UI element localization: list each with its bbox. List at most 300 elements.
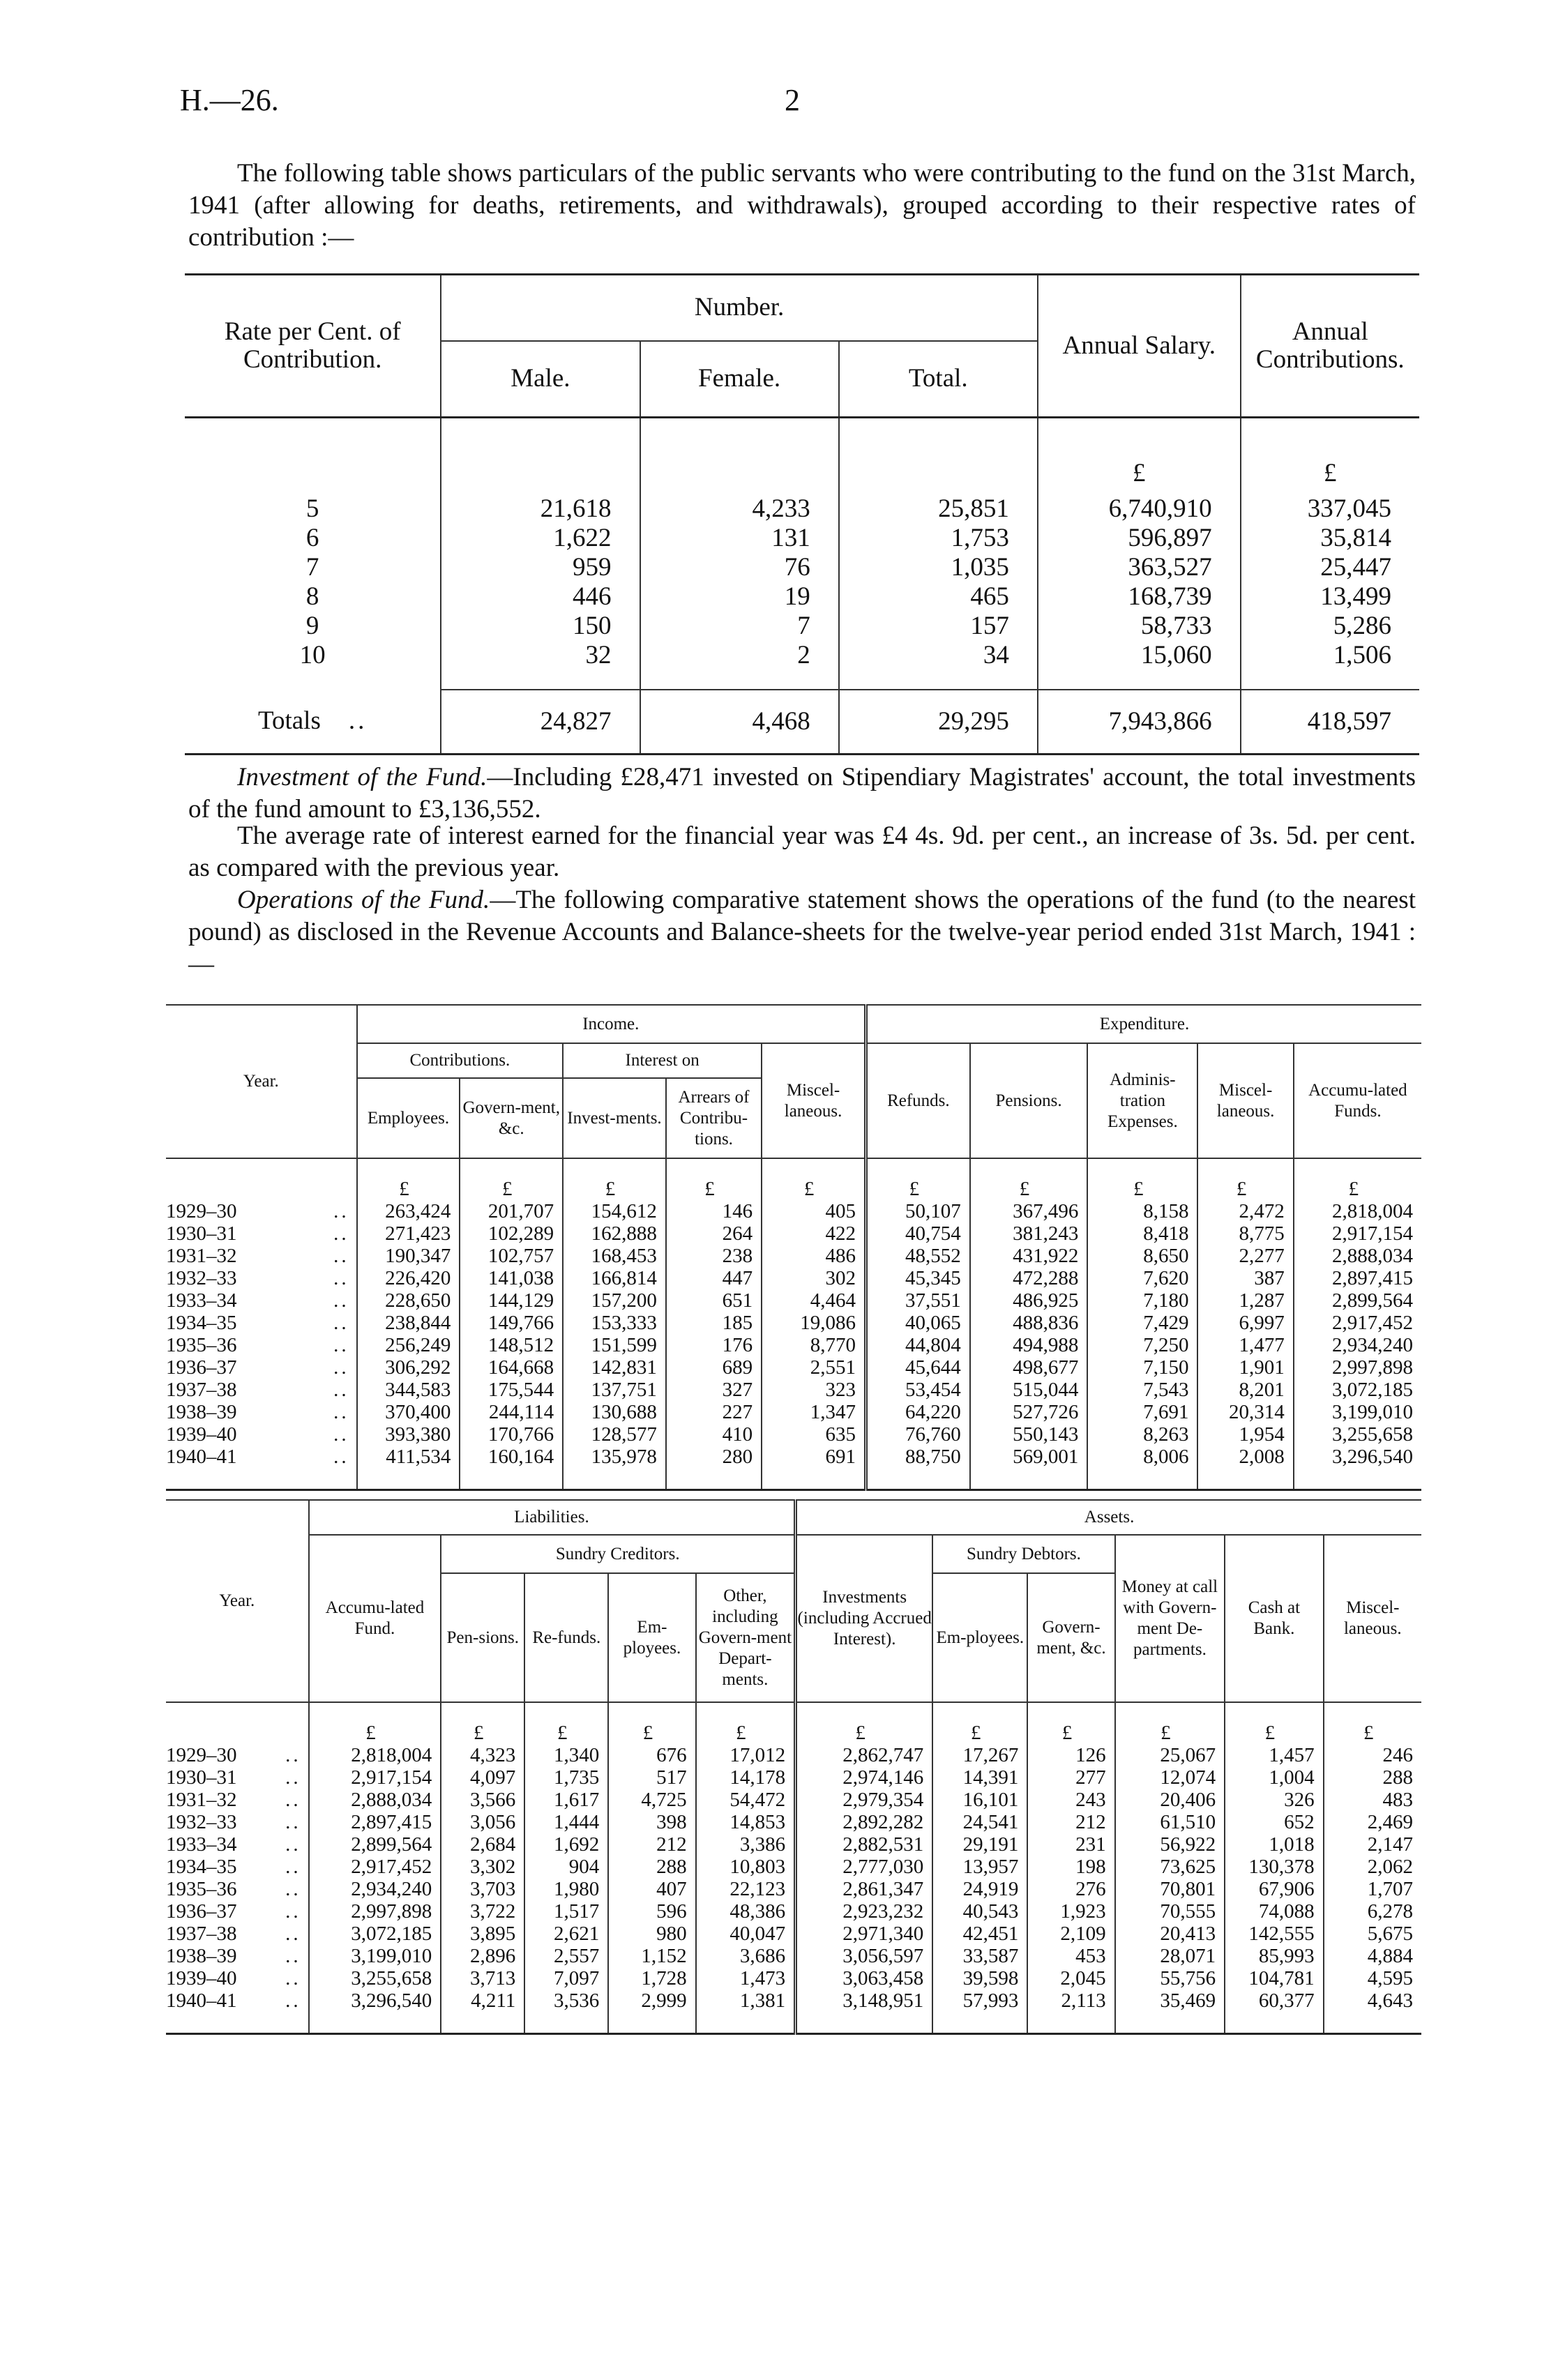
- employees-cell: 411,534: [357, 1446, 460, 1490]
- other-cell: 10,803: [696, 1856, 796, 1878]
- table-row: [166, 1222, 1421, 1245]
- refunds-cell: 64,220: [865, 1401, 969, 1423]
- employees-cell: 980: [608, 1923, 695, 1945]
- header-investments: Investments (including Accrued Interest).: [796, 1535, 933, 1702]
- header-debt-government: Govern-ment, &c.: [1027, 1573, 1114, 1702]
- misc-exp-cell: 2,277: [1197, 1245, 1293, 1267]
- accumulated-cell: 2,888,034: [1294, 1245, 1421, 1267]
- currency-symbol: £: [696, 1702, 796, 1744]
- year-cell: 1934–35 ..: [166, 1312, 349, 1334]
- misc-income-cell: 691: [762, 1446, 865, 1490]
- cash-cell: 60,377: [1225, 1989, 1323, 2034]
- employees-cell: 596: [608, 1900, 695, 1923]
- misc-cell: 288: [1324, 1766, 1421, 1789]
- cash-cell: 326: [1225, 1789, 1323, 1811]
- misc-cell: 246: [1324, 1744, 1421, 1766]
- refunds-cell: 44,804: [865, 1334, 969, 1356]
- header-accumulated: Accumu-lated Funds.: [1294, 1043, 1421, 1158]
- header-expenditure: Expenditure.: [865, 1005, 1421, 1043]
- admin-cell: 8,418: [1087, 1222, 1197, 1245]
- currency-symbol: £: [762, 1158, 865, 1200]
- cash-cell: 130,378: [1225, 1856, 1323, 1878]
- year-cell: 1933–34 ..: [166, 1289, 349, 1312]
- money-at-call-cell: 35,469: [1115, 1989, 1225, 2034]
- debt-employees-cell: 57,993: [932, 1989, 1027, 2034]
- pensions-cell: 4,211: [441, 1989, 524, 2034]
- header-misc-income: Miscel-laneous.: [762, 1043, 865, 1158]
- misc-exp-cell: 2,472: [1197, 1200, 1293, 1222]
- currency-symbol: £: [1225, 1702, 1323, 1744]
- currency-symbol: £: [563, 1158, 666, 1200]
- other-cell: 48,386: [696, 1900, 796, 1923]
- employees-cell: 306,292: [357, 1356, 460, 1379]
- arrears-cell: 410: [666, 1423, 762, 1446]
- debt-government-cell: 2,113: [1027, 1989, 1114, 2034]
- employees-cell: 226,420: [357, 1267, 460, 1289]
- employees-cell: 271,423: [357, 1222, 460, 1245]
- pensions-cell: 550,143: [970, 1423, 1088, 1446]
- refunds-cell: 1,692: [524, 1833, 608, 1856]
- accumulated-cell: 2,997,898: [1294, 1356, 1421, 1379]
- pensions-cell: 3,722: [441, 1900, 524, 1923]
- pensions-cell: 2,684: [441, 1833, 524, 1856]
- investments-cell: 154,612: [563, 1200, 666, 1222]
- accumulated-cell: 3,199,010: [1294, 1401, 1421, 1423]
- accumulated-cell: 2,917,452: [309, 1856, 441, 1878]
- misc-income-cell: 2,551: [762, 1356, 865, 1379]
- year-cell: 1938–39 ..: [166, 1945, 301, 1967]
- refunds-cell: 2,557: [524, 1945, 608, 1967]
- header-debt-employees: Em-ployees.: [932, 1573, 1027, 1702]
- accumulated-cell: 2,934,240: [1294, 1334, 1421, 1356]
- accumulated-cell: 3,072,185: [309, 1923, 441, 1945]
- currency-symbol: £: [796, 1702, 933, 1744]
- employees-cell: 344,583: [357, 1379, 460, 1401]
- money-at-call-cell: 70,801: [1115, 1878, 1225, 1900]
- pensions-cell: 472,288: [970, 1267, 1088, 1289]
- refunds-cell: 1,340: [524, 1744, 608, 1766]
- revenue-table: [166, 1004, 1421, 1491]
- operations-heading: Operations of the Fund.: [237, 886, 490, 914]
- misc-exp-cell: 1,477: [1197, 1334, 1293, 1356]
- misc-income-cell: 1,347: [762, 1401, 865, 1423]
- refunds-cell: 1,980: [524, 1878, 608, 1900]
- investments-cell: 3,148,951: [796, 1989, 933, 2034]
- accumulated-cell: 3,255,658: [1294, 1423, 1421, 1446]
- other-cell: 22,123: [696, 1878, 796, 1900]
- pensions-cell: 4,097: [441, 1766, 524, 1789]
- pensions-cell: 3,566: [441, 1789, 524, 1811]
- other-cell: 1,473: [696, 1967, 796, 1989]
- accumulated-cell: 2,997,898: [309, 1900, 441, 1923]
- employees-cell: 393,380: [357, 1423, 460, 1446]
- employees-cell: 407: [608, 1878, 695, 1900]
- investments-cell: 153,333: [563, 1312, 666, 1334]
- employees-cell: 238,844: [357, 1312, 460, 1334]
- other-cell: 40,047: [696, 1923, 796, 1945]
- misc-cell: 2,062: [1324, 1856, 1421, 1878]
- year-cell: 1932–33 ..: [166, 1811, 301, 1833]
- government-cell: 149,766: [460, 1312, 563, 1334]
- misc-income-cell: 302: [762, 1267, 865, 1289]
- table-row: [166, 1744, 1421, 1766]
- arrears-cell: 238: [666, 1245, 762, 1267]
- operations-paragraph: Operations of the Fund.—The following comparative statement shows the operations of the fund (to the nearest pound) as disclosed in the Revenue Accounts and Balance-sheets for the twelve-year period ended 31st March, 1941 :—: [188, 886, 1416, 978]
- header-total: Total.: [839, 341, 1038, 418]
- government-cell: 141,038: [460, 1267, 563, 1289]
- year-cell: 1930–31 ..: [166, 1766, 301, 1789]
- table-row: [166, 1267, 1421, 1289]
- employees-cell: 256,249: [357, 1334, 460, 1356]
- misc-exp-cell: 1,287: [1197, 1289, 1293, 1312]
- pensions-cell: 569,001: [970, 1446, 1088, 1490]
- investments-cell: 2,861,347: [796, 1878, 933, 1900]
- government-cell: 160,164: [460, 1446, 563, 1490]
- debt-employees-cell: 14,391: [932, 1766, 1027, 1789]
- government-cell: 102,757: [460, 1245, 563, 1267]
- contributors-table: [185, 273, 1419, 755]
- accumulated-cell: 3,072,185: [1294, 1379, 1421, 1401]
- investments-cell: 2,777,030: [796, 1856, 933, 1878]
- debt-government-cell: 1,923: [1027, 1900, 1114, 1923]
- cash-cell: 104,781: [1225, 1967, 1323, 1989]
- investments-cell: 142,831: [563, 1356, 666, 1379]
- currency-symbol: £: [970, 1158, 1088, 1200]
- pensions-cell: 527,726: [970, 1401, 1088, 1423]
- header-income: Income.: [357, 1005, 866, 1043]
- table-row: [166, 1945, 1421, 1967]
- arrears-cell: 447: [666, 1267, 762, 1289]
- table-row: [166, 1423, 1421, 1446]
- accumulated-cell: 2,818,004: [309, 1744, 441, 1766]
- header-year: Year.: [166, 1500, 309, 1702]
- pensions-cell: 2,896: [441, 1945, 524, 1967]
- debt-government-cell: 277: [1027, 1766, 1114, 1789]
- government-cell: 144,129: [460, 1289, 563, 1312]
- misc-exp-cell: 8,775: [1197, 1222, 1293, 1245]
- currency-symbol: £: [932, 1702, 1027, 1744]
- currency-symbol: £: [1241, 418, 1419, 494]
- currency-symbol: £: [608, 1702, 695, 1744]
- cash-cell: 142,555: [1225, 1923, 1323, 1945]
- year-cell: 1932–33 ..: [166, 1267, 349, 1289]
- arrears-cell: 280: [666, 1446, 762, 1490]
- year-cell: 1931–32 ..: [166, 1789, 301, 1811]
- table-row: 8 446 19 465 168,739 13,499: [185, 582, 1419, 612]
- pensions-cell: 488,836: [970, 1312, 1088, 1334]
- currency-symbol: £: [1087, 1158, 1197, 1200]
- admin-cell: 8,263: [1087, 1423, 1197, 1446]
- table-row: [166, 1789, 1421, 1811]
- header-assets: Assets.: [796, 1500, 1421, 1535]
- misc-income-cell: 323: [762, 1379, 865, 1401]
- table-row: [166, 1967, 1421, 1989]
- investment-paragraph: Investment of the Fund.—Including £28,471 invested on Stipendiary Magistrates' account, the total investments of the fund amount to £3,136,552.: [188, 763, 1416, 824]
- debt-employees-cell: 29,191: [932, 1833, 1027, 1856]
- header-employees: Employees.: [357, 1078, 460, 1158]
- money-at-call-cell: 25,067: [1115, 1744, 1225, 1766]
- accumulated-cell: 2,888,034: [309, 1789, 441, 1811]
- header-refunds: Refunds.: [865, 1043, 969, 1158]
- misc-exp-cell: 8,201: [1197, 1379, 1293, 1401]
- other-cell: 1,381: [696, 1989, 796, 2034]
- investments-cell: 3,063,458: [796, 1967, 933, 1989]
- header-interest-on: Interest on: [563, 1043, 762, 1078]
- table-row: [166, 1312, 1421, 1334]
- refunds-cell: 1,517: [524, 1900, 608, 1923]
- currency-symbol: £: [1115, 1702, 1225, 1744]
- accumulated-cell: 3,255,658: [309, 1967, 441, 1989]
- currency-symbol: £: [1027, 1702, 1114, 1744]
- year-cell: 1935–36 ..: [166, 1334, 349, 1356]
- admin-cell: 8,650: [1087, 1245, 1197, 1267]
- accumulated-cell: 3,296,540: [309, 1989, 441, 2034]
- accumulated-cell: 2,899,564: [309, 1833, 441, 1856]
- currency-symbol: £: [460, 1158, 563, 1200]
- table-row: 9 150 7 157 58,733 5,286: [185, 612, 1419, 641]
- investments-cell: 166,814: [563, 1267, 666, 1289]
- misc-cell: 2,147: [1324, 1833, 1421, 1856]
- misc-cell: 4,643: [1324, 1989, 1421, 2034]
- accumulated-cell: 2,899,564: [1294, 1289, 1421, 1312]
- interest-paragraph: The average rate of interest earned for the financial year was £4 4s. 9d. per cent., an increase of 3s. 5d. per cent. as compared with the previous year.: [188, 821, 1416, 882]
- table-row: [166, 1923, 1421, 1945]
- currency-symbol: £: [524, 1702, 608, 1744]
- year-cell: 1938–39 ..: [166, 1401, 349, 1423]
- pensions-cell: 431,922: [970, 1245, 1088, 1267]
- pensions-cell: 494,988: [970, 1334, 1088, 1356]
- year-cell: 1939–40 ..: [166, 1967, 301, 1989]
- admin-cell: 7,180: [1087, 1289, 1197, 1312]
- arrears-cell: 264: [666, 1222, 762, 1245]
- cash-cell: 1,457: [1225, 1744, 1323, 1766]
- year-cell: 1929–30 ..: [166, 1744, 301, 1766]
- refunds-cell: 45,345: [865, 1267, 969, 1289]
- pensions-cell: 3,895: [441, 1923, 524, 1945]
- table-row: [166, 1900, 1421, 1923]
- money-at-call-cell: 28,071: [1115, 1945, 1225, 1967]
- header-government: Govern-ment, &c.: [460, 1078, 563, 1158]
- table-row: [166, 1989, 1421, 2034]
- admin-cell: 7,620: [1087, 1267, 1197, 1289]
- header-pensions: Pen-sions.: [441, 1573, 524, 1702]
- investments-cell: 162,888: [563, 1222, 666, 1245]
- intro-paragraph: [188, 158, 1416, 254]
- misc-income-cell: 635: [762, 1423, 865, 1446]
- refunds-cell: 53,454: [865, 1379, 969, 1401]
- misc-exp-cell: 1,901: [1197, 1356, 1293, 1379]
- table-row: 5 21,618 4,233 25,851 6,740,910 337,045: [185, 494, 1419, 524]
- accumulated-cell: 2,917,154: [309, 1766, 441, 1789]
- totals-row: Totals .. 24,827 4,468 29,295 7,943,866 418,597: [185, 690, 1419, 755]
- table-row: [166, 1334, 1421, 1356]
- arrears-cell: 651: [666, 1289, 762, 1312]
- header-female: Female.: [640, 341, 839, 418]
- misc-exp-cell: 20,314: [1197, 1401, 1293, 1423]
- other-cell: 14,853: [696, 1811, 796, 1833]
- misc-income-cell: 422: [762, 1222, 865, 1245]
- accumulated-cell: 2,917,452: [1294, 1312, 1421, 1334]
- currency-symbol: £: [357, 1158, 460, 1200]
- investments-cell: 137,751: [563, 1379, 666, 1401]
- debt-government-cell: 212: [1027, 1811, 1114, 1833]
- admin-cell: 7,150: [1087, 1356, 1197, 1379]
- table-row: [166, 1379, 1421, 1401]
- header-number: Number.: [441, 275, 1038, 341]
- refunds-cell: 40,065: [865, 1312, 969, 1334]
- investments-cell: 2,923,232: [796, 1900, 933, 1923]
- debt-government-cell: 2,109: [1027, 1923, 1114, 1945]
- money-at-call-cell: 55,756: [1115, 1967, 1225, 1989]
- investment-heading: Investment of the Fund.: [237, 763, 487, 791]
- year-cell: 1934–35 ..: [166, 1856, 301, 1878]
- investments-cell: 128,577: [563, 1423, 666, 1446]
- header-cash: Cash at Bank.: [1225, 1535, 1323, 1702]
- currency-symbol: £: [441, 1702, 524, 1744]
- misc-income-cell: 405: [762, 1200, 865, 1222]
- header-investments: Invest-ments.: [563, 1078, 666, 1158]
- year-cell: 1937–38 ..: [166, 1379, 349, 1401]
- refunds-cell: 76,760: [865, 1423, 969, 1446]
- year-cell: 1936–37 ..: [166, 1900, 301, 1923]
- header-money-at-call: Money at call with Govern-ment De-partments.: [1115, 1535, 1225, 1702]
- employees-cell: 676: [608, 1744, 695, 1766]
- investments-cell: 2,882,531: [796, 1833, 933, 1856]
- refunds-cell: 904: [524, 1856, 608, 1878]
- refunds-cell: 1,617: [524, 1789, 608, 1811]
- cash-cell: 1,004: [1225, 1766, 1323, 1789]
- government-cell: 201,707: [460, 1200, 563, 1222]
- admin-cell: 7,543: [1087, 1379, 1197, 1401]
- refunds-cell: 40,754: [865, 1222, 969, 1245]
- money-at-call-cell: 20,413: [1115, 1923, 1225, 1945]
- pensions-cell: 3,056: [441, 1811, 524, 1833]
- page-number: 2: [785, 83, 800, 117]
- header-pensions: Pensions.: [970, 1043, 1088, 1158]
- admin-cell: 7,429: [1087, 1312, 1197, 1334]
- other-cell: 3,686: [696, 1945, 796, 1967]
- refunds-cell: 3,536: [524, 1989, 608, 2034]
- table-row: [166, 1245, 1421, 1267]
- debt-government-cell: 126: [1027, 1744, 1114, 1766]
- debt-employees-cell: 33,587: [932, 1945, 1027, 1967]
- government-cell: 102,289: [460, 1222, 563, 1245]
- misc-income-cell: 8,770: [762, 1334, 865, 1356]
- pensions-cell: 486,925: [970, 1289, 1088, 1312]
- refunds-cell: 7,097: [524, 1967, 608, 1989]
- table-row: [166, 1289, 1421, 1312]
- year-cell: 1936–37 ..: [166, 1356, 349, 1379]
- header-admin: Adminis-tration Expenses.: [1087, 1043, 1197, 1158]
- employees-cell: 190,347: [357, 1245, 460, 1267]
- header-employees: Em-ployees.: [608, 1573, 695, 1702]
- cash-cell: 74,088: [1225, 1900, 1323, 1923]
- money-at-call-cell: 56,922: [1115, 1833, 1225, 1856]
- debt-employees-cell: 13,957: [932, 1856, 1027, 1878]
- intro-text: The following table shows particulars of the public servants who were contributing to the fund on the 31st March, 1941 (after allowing for deaths, retirements, and withdrawals), grouped according to their respective rates of contribution :—: [188, 159, 1416, 252]
- misc-exp-cell: 387: [1197, 1267, 1293, 1289]
- employees-cell: 212: [608, 1833, 695, 1856]
- debt-employees-cell: 16,101: [932, 1789, 1027, 1811]
- employees-cell: 263,424: [357, 1200, 460, 1222]
- table-row: 6 1,622 131 1,753 596,897 35,814: [185, 524, 1419, 553]
- accumulated-cell: 2,934,240: [309, 1878, 441, 1900]
- admin-cell: 7,691: [1087, 1401, 1197, 1423]
- table-row: [166, 1446, 1421, 1490]
- arrears-cell: 327: [666, 1379, 762, 1401]
- other-cell: 3,386: [696, 1833, 796, 1856]
- government-cell: 175,544: [460, 1379, 563, 1401]
- investments-cell: 2,979,354: [796, 1789, 933, 1811]
- investments-cell: 168,453: [563, 1245, 666, 1267]
- currency-symbol: £: [1038, 418, 1241, 494]
- employees-cell: 1,152: [608, 1945, 695, 1967]
- misc-income-cell: 486: [762, 1245, 865, 1267]
- arrears-cell: 146: [666, 1200, 762, 1222]
- other-cell: 54,472: [696, 1789, 796, 1811]
- investments-cell: 2,971,340: [796, 1923, 933, 1945]
- table-row: [166, 1766, 1421, 1789]
- investments-cell: 151,599: [563, 1334, 666, 1356]
- header-liabilities: Liabilities.: [309, 1500, 796, 1535]
- pensions-cell: 367,496: [970, 1200, 1088, 1222]
- government-cell: 164,668: [460, 1356, 563, 1379]
- year-cell: 1940–41 ..: [166, 1989, 309, 2034]
- table-row: [166, 1878, 1421, 1900]
- refunds-cell: 2,621: [524, 1923, 608, 1945]
- investments-cell: 2,862,747: [796, 1744, 933, 1766]
- misc-cell: 4,595: [1324, 1967, 1421, 1989]
- misc-cell: 4,884: [1324, 1945, 1421, 1967]
- header-contributions: Annual Contributions.: [1241, 275, 1419, 418]
- arrears-cell: 227: [666, 1401, 762, 1423]
- pensions-cell: 3,713: [441, 1967, 524, 1989]
- investments-cell: 2,892,282: [796, 1811, 933, 1833]
- debt-government-cell: 198: [1027, 1856, 1114, 1878]
- debt-employees-cell: 17,267: [932, 1744, 1027, 1766]
- debt-employees-cell: 24,919: [932, 1878, 1027, 1900]
- employees-cell: 517: [608, 1766, 695, 1789]
- debt-government-cell: 243: [1027, 1789, 1114, 1811]
- cash-cell: 652: [1225, 1811, 1323, 1833]
- year-cell: 1930–31 ..: [166, 1222, 349, 1245]
- refunds-cell: 45,644: [865, 1356, 969, 1379]
- misc-exp-cell: 1,954: [1197, 1423, 1293, 1446]
- misc-income-cell: 19,086: [762, 1312, 865, 1334]
- header-sundry-debtors: Sundry Debtors.: [932, 1535, 1114, 1573]
- employees-cell: 398: [608, 1811, 695, 1833]
- arrears-cell: 176: [666, 1334, 762, 1356]
- misc-cell: 6,278: [1324, 1900, 1421, 1923]
- money-at-call-cell: 73,625: [1115, 1856, 1225, 1878]
- misc-exp-cell: 2,008: [1197, 1446, 1293, 1490]
- table-row: 7 959 76 1,035 363,527 25,447: [185, 553, 1419, 582]
- misc-cell: 1,707: [1324, 1878, 1421, 1900]
- debt-employees-cell: 39,598: [932, 1967, 1027, 1989]
- cash-cell: 1,018: [1225, 1833, 1323, 1856]
- header-year: Year.: [166, 1005, 357, 1158]
- year-cell: 1937–38 ..: [166, 1923, 301, 1945]
- header-rate: Rate per Cent. of Contribution.: [185, 275, 441, 418]
- misc-cell: 483: [1324, 1789, 1421, 1811]
- government-cell: 244,114: [460, 1401, 563, 1423]
- investments-cell: 130,688: [563, 1401, 666, 1423]
- year-cell: 1939–40 ..: [166, 1423, 349, 1446]
- header-salary: Annual Salary.: [1038, 275, 1241, 418]
- pensions-cell: 498,677: [970, 1356, 1088, 1379]
- debt-government-cell: 231: [1027, 1833, 1114, 1856]
- header-misc: Miscel-laneous.: [1324, 1535, 1421, 1702]
